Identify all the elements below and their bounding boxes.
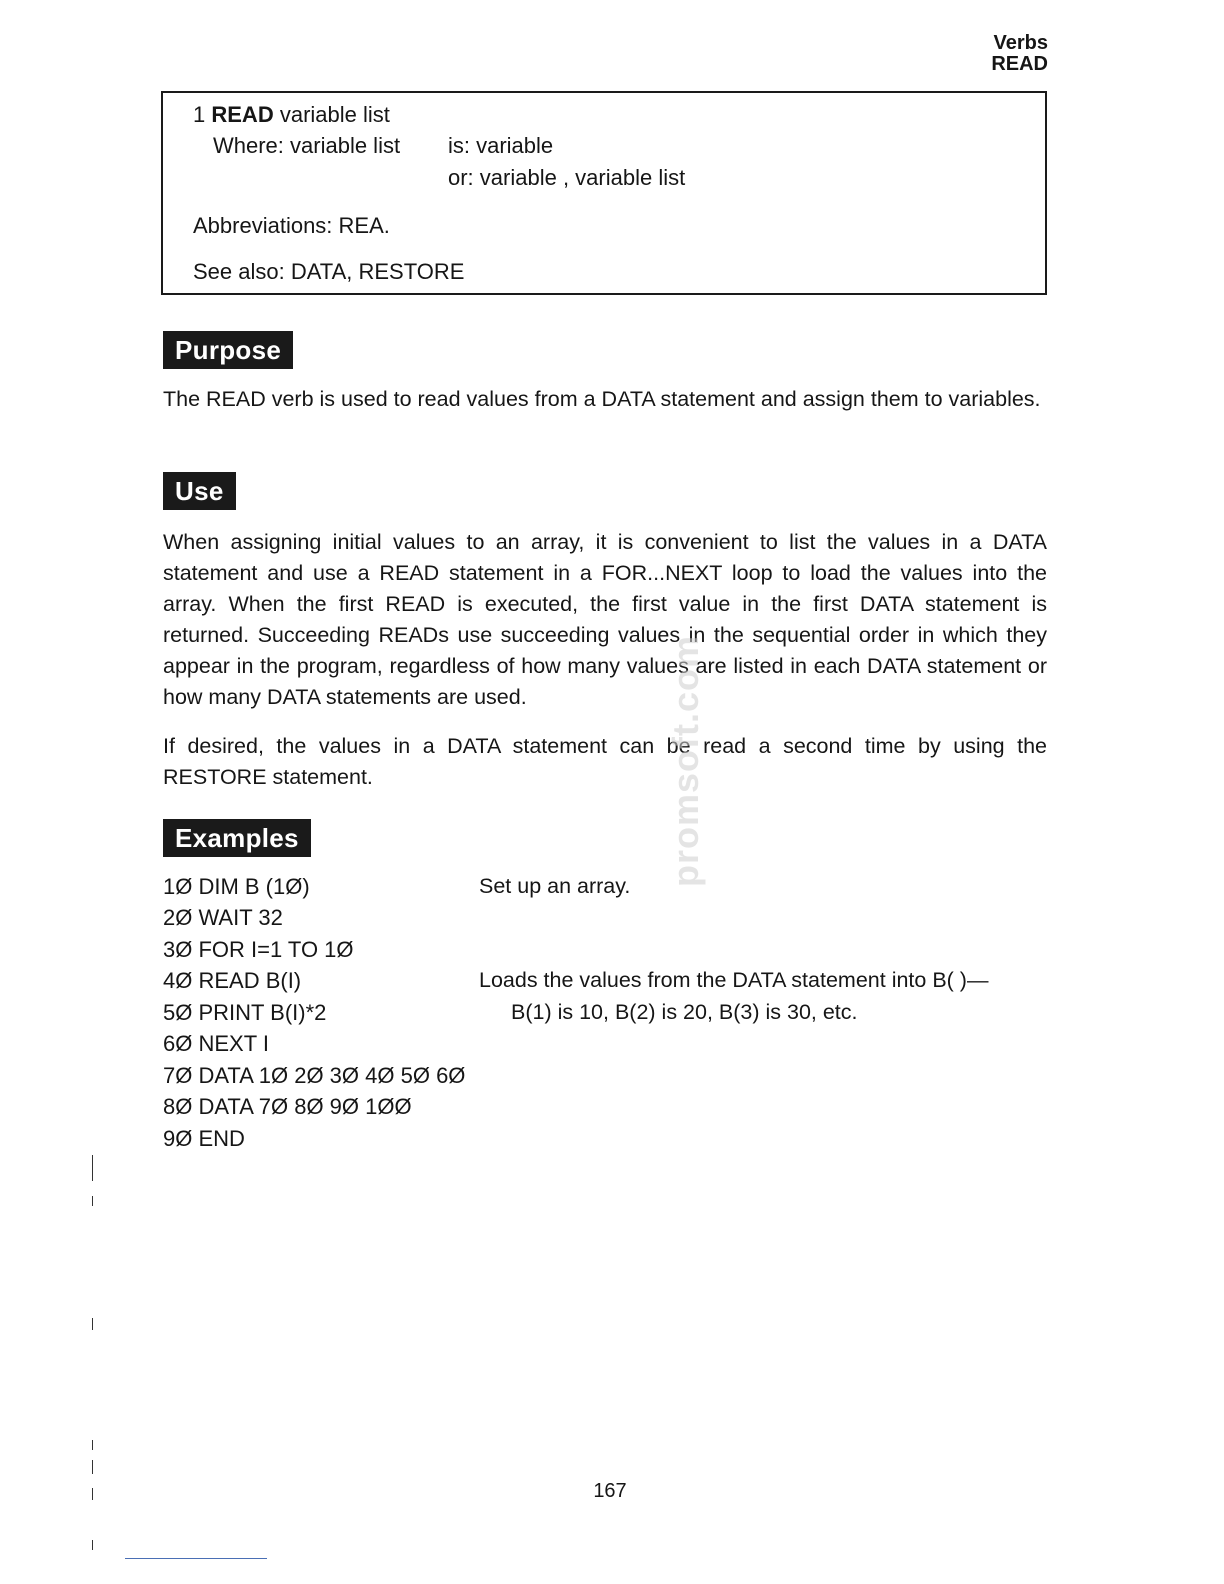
code-line: 3Ø FOR I=1 TO 1Ø — [163, 937, 354, 962]
code-line: 8Ø DATA 7Ø 8Ø 9Ø 1ØØ — [163, 1094, 412, 1119]
code-line: 6Ø NEXT I — [163, 1031, 269, 1056]
watermark: promsoft.com — [665, 634, 707, 888]
margin-mark — [92, 1460, 93, 1474]
code-note-loads: Loads the values from the DATA statement into B( )— — [479, 968, 989, 992]
margin-mark — [92, 1540, 93, 1550]
page-number: 167 — [593, 1480, 627, 1502]
purpose-text: The READ verb is used to read values from a DATA statement and assign them to variables. — [163, 387, 1041, 411]
code-line: 1Ø DIM B (1Ø) — [163, 874, 310, 899]
header-topic: READ — [991, 53, 1048, 75]
header-section: Verbs — [993, 32, 1048, 54]
syntax-line — [193, 99, 390, 131]
code-line: 5Ø PRINT B(I)*2 — [163, 1000, 327, 1025]
syntax-number: 1 — [193, 102, 206, 127]
page-header — [991, 33, 1048, 75]
margin-mark — [92, 1155, 93, 1181]
use-paragraph-2: If desired, the values in a DATA statement can be read a second time by using the RESTORE statement. — [163, 734, 1047, 789]
bottom-rule — [125, 1558, 267, 1559]
where-label: Where: variable list — [213, 133, 401, 158]
code-line: 2Ø WAIT 32 — [163, 905, 283, 930]
use-paragraph-1: When assigning initial values to an array, it is convenient to list the values in a DATA statement and use a READ statement in a FOR...NEXT loop to load the values into the array. When the first READ is executed, the first value in the first DATA statement is returned. Succeeding READs use succeeding values in the sequential order in which they appear in the program, regardless of how many values are listed in each DATA statement or how many DATA statements are used. — [163, 530, 1047, 709]
use-heading: Use — [163, 472, 236, 510]
code-line: 9Ø END — [163, 1126, 245, 1151]
syntax-keyword: READ — [211, 102, 274, 127]
margin-mark — [92, 1318, 93, 1330]
is-definition: is: variable — [448, 133, 554, 158]
code-note-values: B(1) is 10, B(2) is 20, B(3) is 30, etc. — [511, 1000, 858, 1024]
syntax-args: variable list — [279, 102, 390, 127]
examples-heading: Examples — [163, 819, 311, 857]
margin-mark — [92, 1196, 93, 1206]
code-line: 7Ø DATA 1Ø 2Ø 3Ø 4Ø 5Ø 6Ø — [163, 1063, 466, 1088]
purpose-heading: Purpose — [163, 331, 293, 369]
abbreviations: Abbreviations: REA. — [193, 213, 390, 238]
see-also: See also: DATA, RESTORE — [193, 259, 465, 284]
code-note-array: Set up an array. — [479, 874, 631, 898]
margin-mark — [92, 1440, 93, 1450]
code-line: 4Ø READ B(I) — [163, 968, 302, 993]
or-definition: or: variable , variable list — [448, 165, 686, 190]
